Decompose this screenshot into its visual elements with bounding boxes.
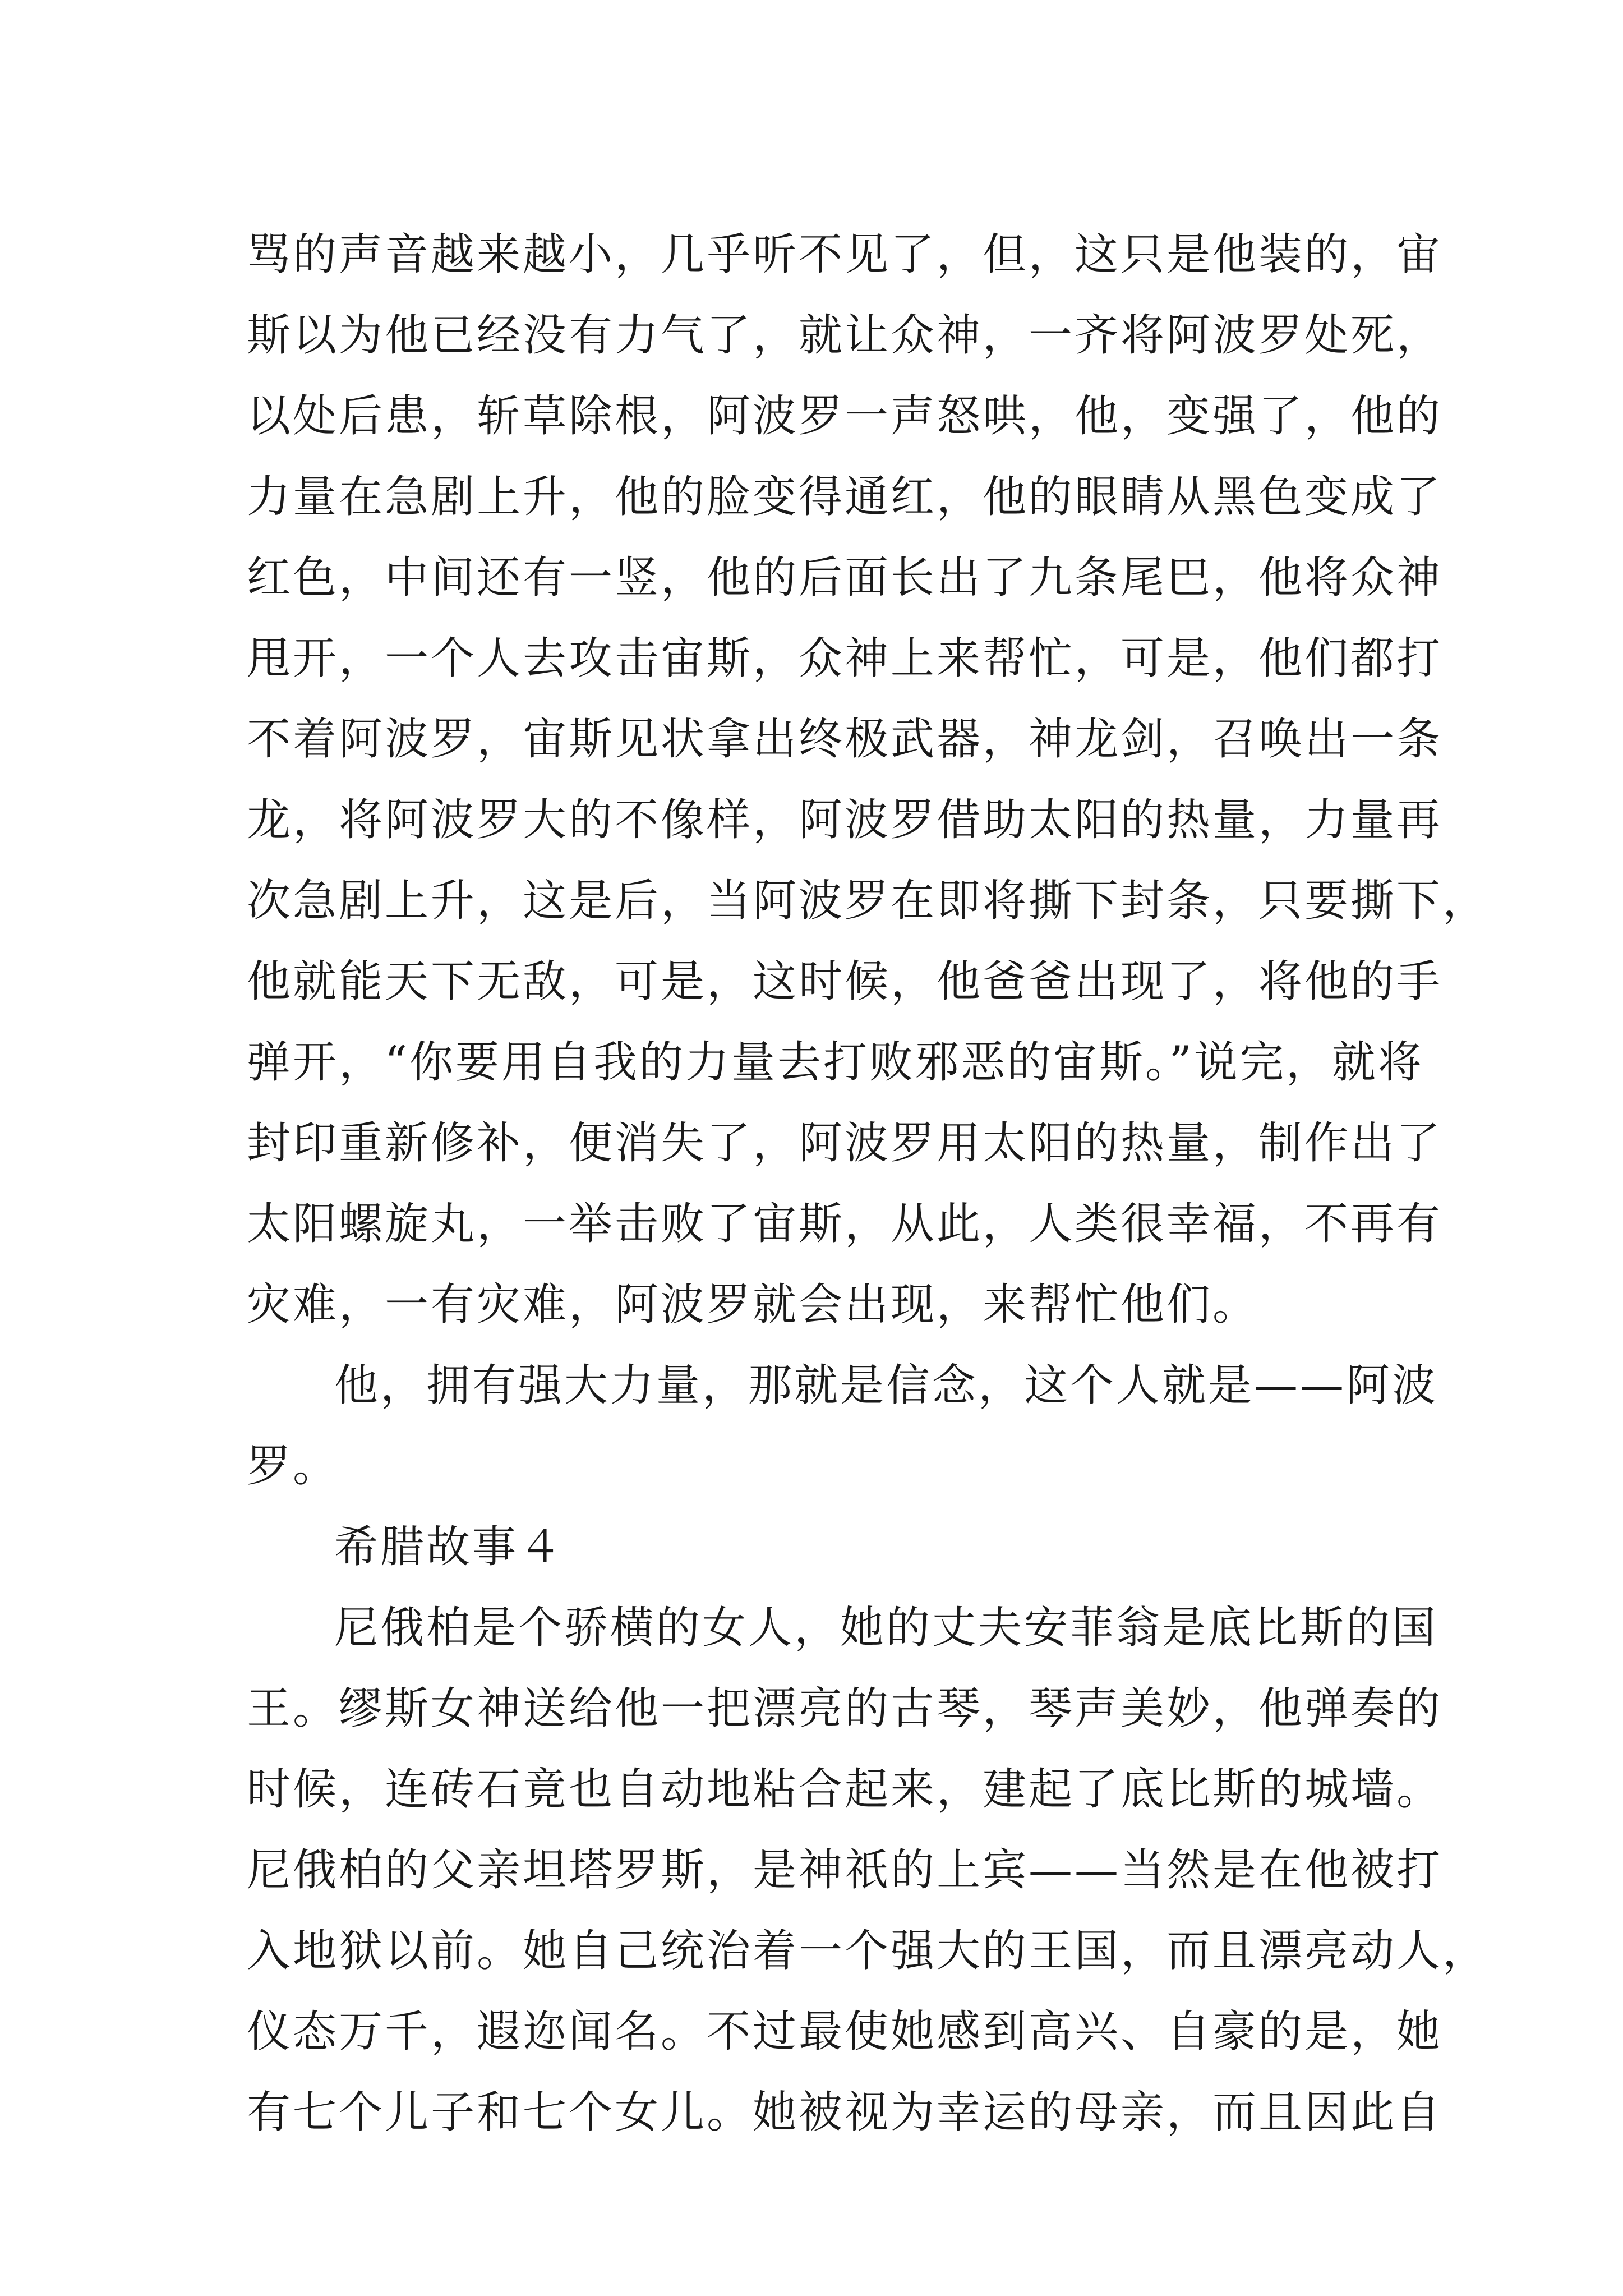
text-line: 太阳螺旋丸，一举击败了宙斯，从此，人类很幸福，不再有 xyxy=(247,1199,1443,1249)
text-line: 灾难，一有灾难，阿波罗就会出现，来帮忙他们。 xyxy=(247,1280,1259,1330)
text-line: 红色，中间还有一竖，他的后面长出了九条尾巴，他将众神 xyxy=(247,553,1443,603)
text-line: 不着阿波罗，宙斯见状拿出终极武器，神龙剑，召唤出一条 xyxy=(247,714,1443,765)
text-line: 弹开，“你要用自我的力量去打败邪恶的宙斯。”说完，就将 xyxy=(247,1037,1424,1088)
text-line: 他就能天下无敌，可是，这时候，他爸爸出现了，将他的手 xyxy=(247,956,1443,1007)
text-line: 罗。 xyxy=(247,1441,339,1492)
text-line: 时候，连砖石竟也自动地粘合起来，建起了底比斯的城墙。 xyxy=(247,1764,1443,1815)
section-heading: 希腊故事４ xyxy=(334,1522,565,1572)
text-line: 骂的声音越来越小，几乎听不见了，但，这只是他装的，宙 xyxy=(247,229,1443,280)
text-line: 次急剧上升，这是后，当阿波罗在即将撕下封条，只要撕下， xyxy=(247,876,1489,926)
text-line: 王。缪斯女神送给他一把漂亮的古琴，琴声美妙，他弹奏的 xyxy=(247,1683,1443,1734)
paragraph-first-line: 尼俄柏是个骄横的女人，她的丈夫安菲翁是底比斯的国 xyxy=(334,1603,1438,1653)
paragraph-first-line: 他，拥有强大力量，那就是信念，这个人就是——阿波 xyxy=(334,1360,1438,1411)
text-line: 力量在急剧上升，他的脸变得通红，他的眼睛从黑色变成了 xyxy=(247,472,1443,522)
text-line: 入地狱以前。她自己统治着一个强大的王国，而且漂亮动人， xyxy=(247,1926,1489,1976)
text-line: 尼俄柏的父亲坦塔罗斯，是神祇的上宾——当然是在他被打 xyxy=(247,1845,1443,1895)
text-line: 有七个儿子和七个女儿。她被视为幸运的母亲，而且因此自 xyxy=(247,2087,1443,2138)
text-line: 斯以为他已经没有力气了，就让众神，一齐将阿波罗处死， xyxy=(247,310,1443,361)
text-line: 以处后患，斩草除根，阿波罗一声怒哄，他，变强了，他的 xyxy=(247,391,1443,441)
text-line: 封印重新修补，便消失了，阿波罗用太阳的热量，制作出了 xyxy=(247,1118,1443,1168)
text-line: 仪态万千，遐迩闻名。不过最使她感到高兴、自豪的是，她 xyxy=(247,2007,1443,2057)
text-line: 甩开，一个人去攻击宙斯，众神上来帮忙，可是，他们都打 xyxy=(247,633,1443,684)
document-body xyxy=(247,214,1489,2153)
text-line: 龙，将阿波罗大的不像样，阿波罗借助太阳的热量，力量再 xyxy=(247,795,1443,845)
